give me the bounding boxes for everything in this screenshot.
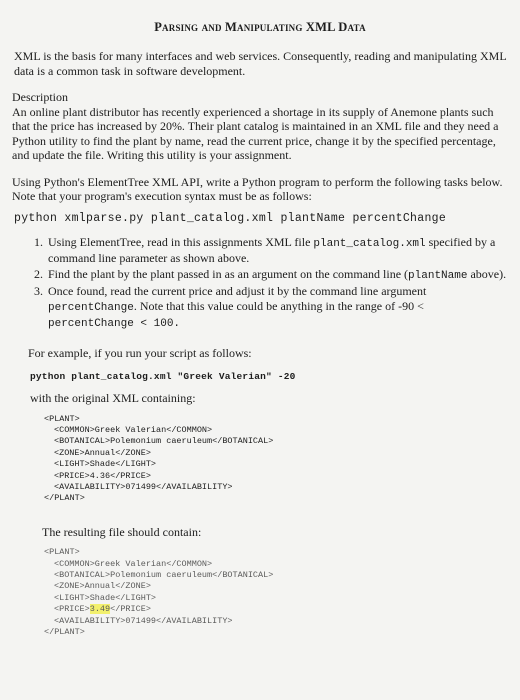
step-3-code-2: percentChange < 100.	[48, 318, 181, 330]
original-xml-label: with the original XML containing:	[30, 391, 196, 405]
step-2-text-b: above).	[467, 266, 507, 281]
description-heading: Description	[12, 90, 68, 104]
xml-zone-line: <ZONE>Annual</ZONE>	[54, 447, 151, 458]
result-common-line: <COMMON>Greek Valerian</COMMON>	[54, 558, 213, 569]
xml-light-line: <LIGHT>Shade</LIGHT>	[54, 459, 157, 470]
execution-command: python xmlparse.py plant_catalog.xml plantName percentChange	[14, 211, 447, 225]
task-steps-list	[12, 235, 508, 332]
step-3-text-b: . Note that this value could be anything in the range of -90 <	[133, 298, 424, 313]
result-price-open: <PRICE>	[54, 604, 90, 615]
step-1-text-a: Using ElementTree, read in this assignments XML file	[48, 234, 314, 249]
xml-price-line: <PRICE>4.36</PRICE>	[54, 470, 151, 481]
xml-common-line: <COMMON>Greek Valerian</COMMON>	[54, 424, 213, 435]
step-3	[46, 284, 508, 332]
step-3-code-1: percentChange	[48, 301, 134, 314]
step-1-code: plant_catalog.xml	[313, 237, 426, 250]
result-xml-label: The resulting file should contain:	[42, 524, 202, 539]
xml-botanical-line: <BOTANICAL>Polemonium caeruleum</BOTANICAL>	[54, 436, 274, 447]
highlighted-price-value: 3.49	[89, 604, 111, 615]
description-paragraph: An online plant distributor has recently experienced a shortage in its supply of Anemone plants such that the price has increased by 20%. Their plant catalog is maintained in an XML file and they need a Python utility to find the plant by name, read the current price, change it by the specified percentage, and update the file. Writing this utility is your assignment.	[12, 104, 499, 162]
result-light-line: <LIGHT>Shade</LIGHT>	[54, 592, 157, 603]
result-close-tag: </PLANT>	[44, 627, 85, 638]
result-open-tag: <PLANT>	[44, 547, 80, 558]
step-2-text-a: Find the plant by the plant passed in as an argument on the command line (	[48, 266, 409, 281]
result-botanical-line: <BOTANICAL>Polemonium caeruleum</BOTANICAL>	[54, 570, 274, 581]
example-command: python plant_catalog.xml "Greek Valerian" -20	[30, 371, 296, 382]
task-paragraph: Using Python's ElementTree XML API, write a Python program to perform the following tasks below. Note that your program's execution syntax must be as follows:	[12, 174, 503, 203]
xml-close-tag: </PLANT>	[44, 493, 85, 504]
result-price-line	[44, 604, 508, 615]
xml-open-tag: <PLANT>	[44, 413, 80, 424]
step-2-code: plantName	[408, 269, 468, 282]
result-xml-block	[44, 547, 508, 638]
step-1-text-b: specified by a command line parameter as shown above.	[48, 234, 496, 265]
original-xml-block	[44, 414, 508, 505]
example-intro: For example, if you run your script as follows:	[28, 345, 252, 360]
result-price-close: </PRICE>	[110, 604, 151, 615]
result-availability-line: <AVAILABILITY>071499</AVAILABILITY>	[54, 615, 233, 626]
page-title: Parsing and Manipulating XML Data	[154, 20, 366, 34]
result-zone-line: <ZONE>Annual</ZONE>	[54, 581, 151, 592]
intro-paragraph: XML is the basis for many interfaces and web services. Consequently, reading and manipulating XML data is a common task in software development.	[14, 49, 507, 78]
step-3-text-a: Once found, read the current price and adjust it by the command line argument	[48, 284, 427, 298]
step-2	[46, 267, 508, 284]
xml-availability-line: <AVAILABILITY>071499</AVAILABILITY>	[54, 481, 233, 492]
step-1	[46, 235, 508, 266]
